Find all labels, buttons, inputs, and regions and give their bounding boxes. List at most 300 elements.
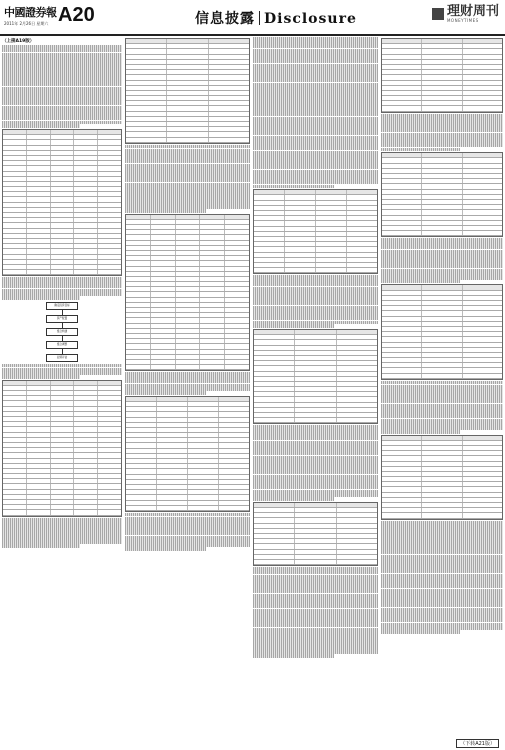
table-cell [316,242,347,246]
table-cell [157,443,188,447]
table-cell [225,318,249,322]
table-cell [27,244,51,248]
table-cell [463,493,502,497]
table-cell [3,270,27,274]
table-cell [157,506,188,510]
table-cell [74,433,98,437]
table-cell [98,401,121,405]
table-cell [151,256,176,260]
table-cell [463,467,502,471]
masthead [0,0,505,36]
table-cell [382,493,422,497]
table-cell [126,235,151,239]
table-cell [3,244,27,248]
table-cell [98,381,121,385]
table-cell [126,459,157,463]
table-cell [98,265,121,269]
table-cell [176,272,201,276]
table-cell [219,428,249,432]
table-cell [254,387,295,391]
table-cell [74,187,98,191]
table-cell [422,195,462,199]
table-cell [27,260,51,264]
table-cell [463,39,502,43]
table-cell [98,203,121,207]
table-cell [74,438,98,442]
table-cell [254,534,295,538]
table-cell [463,226,502,230]
table-cell [27,453,51,457]
table-cell [74,265,98,269]
table-cell [151,241,176,245]
table-cell [51,270,75,274]
table-cell [422,231,462,235]
table-cell [157,501,188,505]
table-cell [98,213,121,217]
table-cell [295,340,336,344]
table-cell [463,477,502,481]
table-cell [27,218,51,222]
table-cell [219,407,249,411]
table-cell [3,495,27,499]
table-cell [254,335,295,339]
table-cell [126,360,151,364]
table-cell [167,44,208,48]
table-cell [463,96,502,100]
table-cell [167,39,208,43]
table-cell [422,337,462,341]
table-cell [422,101,462,105]
table-cell [98,166,121,170]
table-cell [3,265,27,269]
table-cell [151,272,176,276]
table-cell [422,317,462,321]
table-cell [151,324,176,328]
table-cell [74,140,98,144]
table-cell [225,220,249,224]
table-cell [200,256,225,260]
table-cell [98,433,121,437]
text-line [2,296,80,300]
table-cell [27,407,51,411]
table-cell [51,192,75,196]
table-cell [254,544,295,548]
table-cell [463,55,502,59]
table-cell [51,244,75,248]
table-cell [98,474,121,478]
table-cell [151,308,176,312]
table-cell [463,200,502,204]
table-cell [422,358,462,362]
table-cell [74,223,98,227]
text-line [125,209,206,213]
table-cell [382,55,422,59]
table-cell [422,86,462,90]
table-cell [295,372,336,376]
table-cell [167,117,208,121]
table-cell [74,422,98,426]
table-cell [98,427,121,431]
table-cell [51,156,75,160]
table-cell [337,392,377,396]
table-cell [151,292,176,296]
text-line [253,324,334,328]
table-cell [382,487,422,491]
table-cell [3,234,27,238]
table-cell [98,161,121,165]
table-cell [316,190,347,194]
table-cell [200,313,225,317]
table-cell [254,372,295,376]
table-cell [382,327,422,331]
table-cell [225,246,249,250]
table-cell [98,187,121,191]
table-cell [27,140,51,144]
table-cell [422,60,462,64]
table-cell [209,55,249,59]
table-cell [254,555,295,559]
table-cell [254,408,295,412]
table-cell [126,355,151,359]
table-cell [422,498,462,502]
table-cell [337,340,377,344]
table-cell [225,256,249,260]
table-cell [98,156,121,160]
table-cell [337,356,377,360]
table-cell [200,215,225,219]
table-cell [219,423,249,427]
table-cell [51,505,75,509]
table-cell [51,161,75,165]
table-cell [126,138,167,142]
table-cell [51,187,75,191]
table-cell [422,322,462,326]
table-cell [126,449,157,453]
table-cell [157,490,188,494]
table-cell [463,285,502,289]
table-cell [176,282,201,286]
table-cell [225,230,249,234]
table-cell [27,412,51,416]
table-cell [347,216,377,220]
table-cell [382,210,422,214]
table-cell [337,508,377,512]
table-cell [254,258,285,262]
table-cell [200,220,225,224]
data-table [381,435,503,520]
table-cell [126,475,157,479]
table-cell [337,518,377,522]
table-cell [200,355,225,359]
table-cell [126,81,167,85]
table-cell [337,408,377,412]
table-cell [74,443,98,447]
table-cell [295,403,336,407]
table-cell [347,211,377,215]
table-cell [126,246,151,250]
flowchart [2,302,122,362]
table-cell [254,206,285,210]
table-cell [151,220,176,224]
table-cell [285,247,316,251]
table-cell [167,55,208,59]
table-cell [98,244,121,248]
table-cell [295,539,336,543]
table-cell [151,225,176,229]
table-row [382,374,502,379]
table-cell [422,451,462,455]
table-cell [74,381,98,385]
table-cell [254,377,295,381]
table-cell [209,86,249,90]
table-cell [51,453,75,457]
table-cell [74,218,98,222]
table-cell [316,211,347,215]
table-cell [200,246,225,250]
table-cell [126,60,167,64]
article-columns [2,37,503,738]
table-cell [188,428,219,432]
table-cell [219,412,249,416]
table-cell [254,392,295,396]
table-cell [126,49,167,53]
table-cell [167,127,208,131]
table-cell [27,213,51,217]
table-cell [463,179,502,183]
table-cell [3,412,27,416]
section-heading: （上接A19版） [2,39,35,44]
table-cell [151,251,176,255]
flow-step: 组合构建 [46,328,78,336]
table-cell [74,490,98,494]
table-cell [51,234,75,238]
table-cell [382,332,422,336]
table-cell [254,361,295,365]
data-table [125,38,250,144]
table-cell [337,550,377,554]
table-cell [422,363,462,367]
table-cell [254,518,295,522]
table-cell [463,296,502,300]
table-cell [463,343,502,347]
table-cell [422,55,462,59]
column-3 [253,37,378,738]
table-cell [347,221,377,225]
table-cell [463,81,502,85]
table-cell [225,350,249,354]
table-cell [27,417,51,421]
table-cell [188,501,219,505]
table-row [3,270,121,275]
table-cell [382,301,422,305]
table-cell [337,372,377,376]
table-cell [51,401,75,405]
table-cell [254,413,295,417]
table-cell [209,70,249,74]
table-cell [463,462,502,466]
table-cell [382,81,422,85]
table-cell [225,241,249,245]
table-cell [422,487,462,491]
table-cell [3,500,27,504]
table-cell [254,508,295,512]
table-cell [422,216,462,220]
table-cell [422,285,462,289]
table-cell [27,381,51,385]
brand-name-en: MONEYTIMES [446,18,479,23]
table-cell [422,164,462,168]
table-cell [151,230,176,234]
table-cell [27,187,51,191]
table-cell [295,513,336,517]
table-cell [126,122,167,126]
table-cell [295,361,336,365]
table-cell [74,386,98,390]
table-cell [422,296,462,300]
table-cell [463,101,502,105]
table-cell [225,287,249,291]
table-cell [316,195,347,199]
table-cell [3,223,27,227]
table-cell [157,412,188,416]
table-cell [98,234,121,238]
table-cell [225,334,249,338]
table-cell [126,506,157,510]
table-cell [51,495,75,499]
table-cell [74,177,98,181]
table-cell [188,412,219,416]
table-cell [151,282,176,286]
table-row [126,506,249,511]
table-cell [254,366,295,370]
table-cell [463,306,502,310]
table-cell [463,498,502,502]
table-cell [3,484,27,488]
table-cell [463,487,502,491]
table-cell [337,555,377,559]
text-line [381,148,460,152]
table-cell [176,267,201,271]
data-table [125,396,250,512]
table-cell [27,427,51,431]
table-cell [157,402,188,406]
table-cell [382,226,422,230]
table-cell [347,201,377,205]
table-cell [347,195,377,199]
table-cell [219,475,249,479]
table-cell [200,303,225,307]
table-cell [463,190,502,194]
table-cell [126,438,157,442]
table-cell [295,366,336,370]
table-cell [382,317,422,321]
table-cell [200,360,225,364]
table-row [254,560,377,565]
table-cell [463,311,502,315]
table-cell [200,324,225,328]
table-cell [27,182,51,186]
table-cell [176,360,201,364]
text-line [381,630,460,634]
table-cell [382,441,422,445]
table-cell [382,200,422,204]
table-cell [295,534,336,538]
table-cell [51,197,75,201]
table-cell [126,495,157,499]
table-cell [126,261,151,265]
table-cell [126,407,157,411]
table-cell [3,391,27,395]
table-cell [126,433,157,437]
table-cell [167,138,208,142]
table-cell [167,101,208,105]
table-cell [422,81,462,85]
table-cell [51,479,75,483]
table-cell [337,335,377,339]
table-cell [98,229,121,233]
table-cell [98,182,121,186]
table-cell [209,132,249,136]
table-cell [74,484,98,488]
table-cell [98,453,121,457]
table-cell [126,454,157,458]
table-cell [126,251,151,255]
table-cell [3,182,27,186]
table-cell [285,190,316,194]
table-cell [51,500,75,504]
table-cell [219,464,249,468]
table-cell [176,235,201,239]
table-cell [176,324,201,328]
table-cell [151,287,176,291]
table-cell [382,296,422,300]
table-cell [51,208,75,212]
table-cell [463,441,502,445]
table-cell [51,146,75,150]
brand-logo [432,5,499,23]
table-cell [151,303,176,307]
table-cell [382,358,422,362]
table-cell [126,106,167,110]
table-cell [188,480,219,484]
table-cell [285,227,316,231]
table-cell [422,291,462,295]
table-cell [157,459,188,463]
table-cell [463,221,502,225]
table-cell [219,418,249,422]
table-cell [316,253,347,257]
table-cell [337,403,377,407]
table-cell [316,268,347,272]
table-cell [347,227,377,231]
table-cell [51,255,75,259]
table-row [254,418,377,423]
table-cell [219,480,249,484]
table-cell [51,417,75,421]
table-cell [74,510,98,514]
table-cell [27,474,51,478]
table-cell [254,403,295,407]
table-cell [3,407,27,411]
table-cell [27,505,51,509]
table-cell [51,140,75,144]
table-cell [225,324,249,328]
table-cell [151,334,176,338]
table-cell [3,140,27,144]
table-cell [225,251,249,255]
table-cell [176,277,201,281]
table-cell [463,482,502,486]
